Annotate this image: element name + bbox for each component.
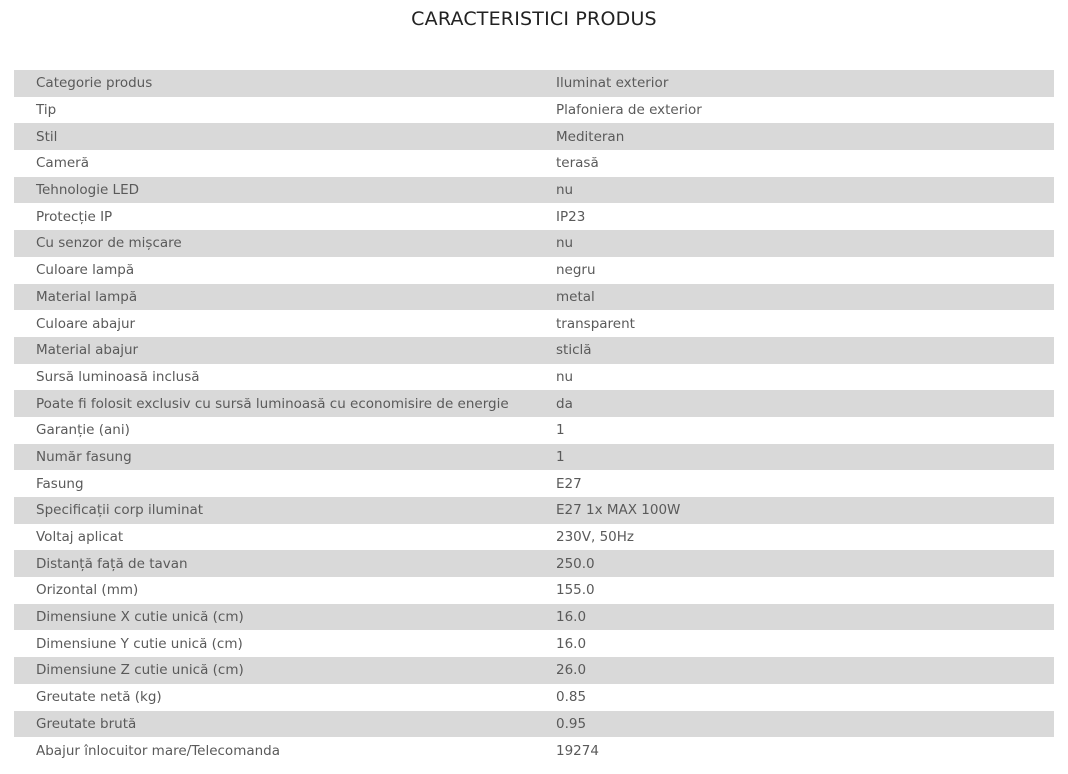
spec-label: Material lampă [14,284,556,311]
spec-row [14,97,1054,124]
spec-value: 1 [556,444,1054,471]
spec-row [14,470,1054,497]
spec-value: 26.0 [556,657,1054,684]
spec-value: nu [556,177,1054,204]
spec-row [14,550,1054,577]
spec-row [14,524,1054,551]
spec-row [14,284,1054,311]
spec-row [14,737,1054,764]
spec-value: 0.85 [556,684,1054,711]
spec-label: Tip [14,97,556,124]
spec-value: 1 [556,417,1054,444]
spec-row [14,337,1054,364]
spec-label: Greutate netă (kg) [14,684,556,711]
spec-value: 155.0 [556,577,1054,604]
page-title: CARACTERISTICI PRODUS [411,8,657,30]
spec-label: Culoare lampă [14,257,556,284]
spec-label: Cameră [14,150,556,177]
spec-row [14,630,1054,657]
spec-value: 19274 [556,737,1054,764]
spec-value: transparent [556,310,1054,337]
spec-label: Voltaj aplicat [14,524,556,551]
spec-label: Dimensiune Y cutie unică (cm) [14,630,556,657]
spec-row [14,604,1054,631]
spec-row [14,577,1054,604]
spec-value: negru [556,257,1054,284]
spec-label: Specificații corp iluminat [14,497,556,524]
spec-row [14,417,1054,444]
spec-row [14,364,1054,391]
spec-row [14,711,1054,738]
spec-row [14,203,1054,230]
spec-label: Culoare abajur [14,310,556,337]
spec-row [14,684,1054,711]
spec-value: IP23 [556,203,1054,230]
spec-row [14,444,1054,471]
spec-row [14,70,1054,97]
spec-row [14,257,1054,284]
spec-value: 0.95 [556,711,1054,738]
spec-label: Dimensiune X cutie unică (cm) [14,604,556,631]
spec-label: Tehnologie LED [14,177,556,204]
spec-value: 230V, 50Hz [556,524,1054,551]
spec-value: E27 [556,470,1054,497]
spec-value: sticlă [556,337,1054,364]
spec-label: Poate fi folosit exclusiv cu sursă luminoasă cu economisire de energie [14,390,556,417]
spec-value: Plafoniera de exterior [556,97,1054,124]
spec-label: Cu senzor de mișcare [14,230,556,257]
spec-row [14,497,1054,524]
spec-value: Mediteran [556,123,1054,150]
spec-label: Dimensiune Z cutie unică (cm) [14,657,556,684]
spec-row [14,123,1054,150]
spec-row [14,150,1054,177]
spec-label: Fasung [14,470,556,497]
spec-label: Sursă luminoasă inclusă [14,364,556,391]
specifications-table [14,70,1054,764]
spec-label: Abajur înlocuitor mare/Telecomanda [14,737,556,764]
spec-value: terasă [556,150,1054,177]
spec-label: Distanță față de tavan [14,550,556,577]
spec-value: E27 1x MAX 100W [556,497,1054,524]
spec-label: Număr fasung [14,444,556,471]
spec-row [14,657,1054,684]
spec-label: Greutate brută [14,711,556,738]
spec-label: Material abajur [14,337,556,364]
spec-label: Orizontal (mm) [14,577,556,604]
spec-row [14,230,1054,257]
spec-label: Garanție (ani) [14,417,556,444]
spec-label: Stil [14,123,556,150]
spec-label: Protecție IP [14,203,556,230]
spec-row [14,177,1054,204]
spec-value: da [556,390,1054,417]
specifications-body [14,70,1054,764]
spec-value: 16.0 [556,630,1054,657]
spec-value: 250.0 [556,550,1054,577]
spec-row [14,390,1054,417]
spec-label: Categorie produs [14,70,556,97]
spec-value: nu [556,364,1054,391]
spec-value: metal [556,284,1054,311]
spec-value: Iluminat exterior [556,70,1054,97]
spec-row [14,310,1054,337]
spec-value: 16.0 [556,604,1054,631]
spec-value: nu [556,230,1054,257]
